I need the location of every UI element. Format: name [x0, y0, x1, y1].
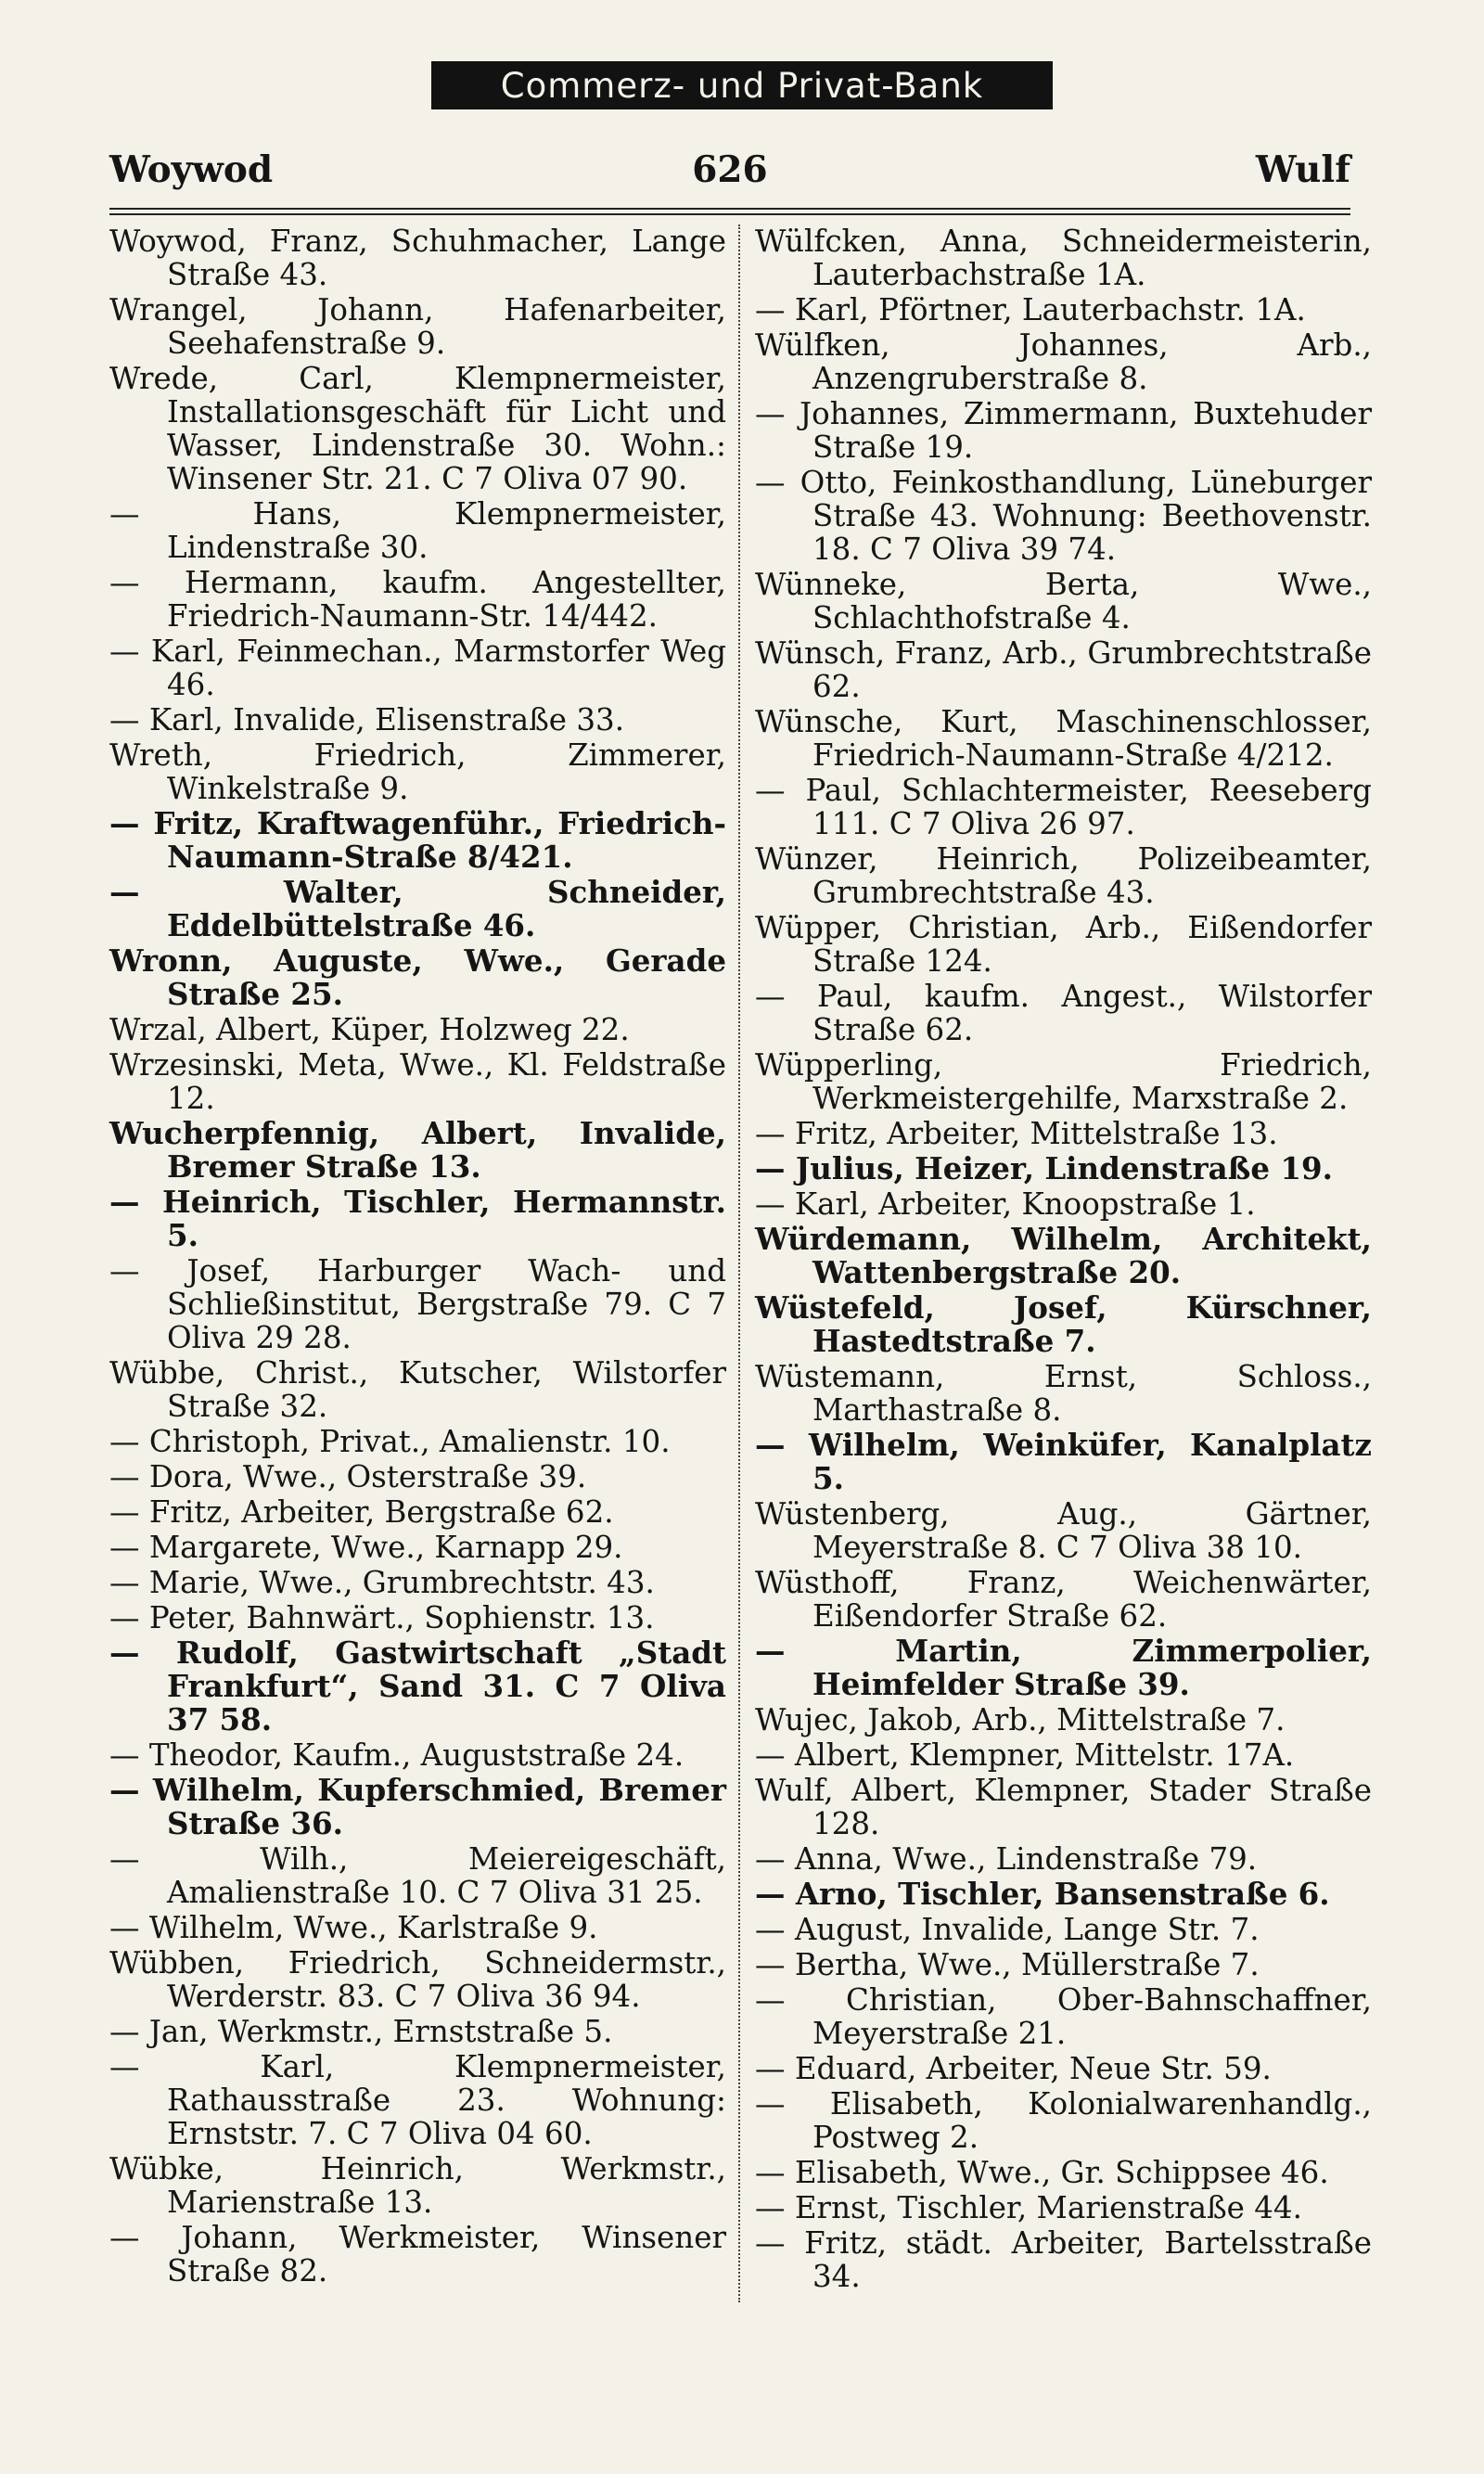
directory-entry: — Christoph, Privat., Amalienstr. 10. — [109, 1424, 671, 1459]
directory-entry: Wübben, Friedrich, Schneidermstr., Werderstr. 83. C 7 Oliva 36 94. — [109, 1945, 726, 2014]
directory-entry: — Dora, Wwe., Osterstraße 39. — [109, 1459, 587, 1494]
directory-entry: Wübbe, Christ., Kutscher, Wilstorfer Straße 32. — [109, 1355, 726, 1424]
page-number: 626 — [692, 148, 768, 191]
directory-entry: Wrede, Carl, Klempnermeister, Installationsgeschäft für Licht und Wasser, Lindenstraße 30. Wohn.: Winsener Str. 21. C 7 Oliva 07 90. — [109, 361, 726, 496]
directory-entry: Wüsthoff, Franz, Weichenwärter, Eißendorfer Straße 62. — [755, 1565, 1372, 1634]
directory-entry: — Paul, Schlachtermeister, Reeseberg 111. C 7 Oliva 26 97. — [755, 773, 1372, 841]
directory-entry: — Fritz, Arbeiter, Bergstraße 62. — [109, 1494, 614, 1530]
directory-entry: — Fritz, Arbeiter, Mittelstraße 13. — [755, 1116, 1278, 1151]
directory-entry: — Martin, Zimmerpolier, Heimfelder Straße 39. — [755, 1633, 1372, 1702]
bank-advertisement-banner: Commerz- und Privat-Bank — [431, 61, 1053, 109]
directory-entry: — Eduard, Arbeiter, Neue Str. 59. — [755, 2051, 1272, 2086]
directory-entry: Wünneke, Berta, Wwe., Schlachthofstraße 4. — [755, 567, 1372, 635]
directory-entry: Wünsch, Franz, Arb., Grumbrechtstraße 62. — [755, 635, 1372, 704]
directory-entry: — Elisabeth, Kolonialwarenhandlg., Postweg 2. — [755, 2086, 1372, 2155]
directory-column-right — [755, 224, 1372, 2295]
directory-entry: — Wilhelm, Weinküfer, Kanalplatz 5. — [755, 1427, 1372, 1496]
directory-entry: — Fritz, städt. Arbeiter, Bartelsstraße 34. — [755, 2225, 1372, 2294]
directory-entry: Woywod, Franz, Schuhmacher, Lange Straße 43. — [109, 224, 726, 292]
directory-entry: — Ernst, Tischler, Marienstraße 44. — [755, 2190, 1302, 2225]
header-last-entry: Wulf — [1255, 148, 1350, 191]
directory-entry: Wrangel, Johann, Hafenarbeiter, Seehafenstraße 9. — [109, 292, 726, 361]
directory-entry: — Karl, Klempnermeister, Rathausstraße 23. Wohnung: Ernststr. 7. C 7 Oliva 04 60. — [109, 2049, 726, 2151]
header-first-entry: Woywod — [109, 148, 274, 191]
directory-entry: — Otto, Feinkosthandlung, Lüneburger Straße 43. Wohnung: Beethovenstr. 18. C 7 Oliva 39 74. — [755, 465, 1372, 567]
directory-entry: Würdemann, Wilhelm, Architekt, Wattenbergstraße 20. — [755, 1221, 1372, 1290]
directory-entry: Wünsche, Kurt, Maschinenschlosser, Friedrich-Naumann-Straße 4/212. — [755, 704, 1372, 773]
directory-entry: Wronn, Auguste, Wwe., Gerade Straße 25. — [109, 942, 726, 1012]
header-rule-top — [109, 208, 1350, 210]
directory-entry: Wüstefeld, Josef, Kürschner, Hastedtstraße 7. — [755, 1289, 1372, 1359]
directory-entry: Wulf, Albert, Klempner, Stader Straße 128. — [755, 1773, 1372, 1841]
directory-entry: — Bertha, Wwe., Müllerstraße 7. — [755, 1947, 1260, 1982]
directory-entry: — Fritz, Kraftwagenführ., Friedrich-Naumann-Straße 8/421. — [109, 805, 726, 875]
directory-entry: Wrzal, Albert, Küper, Holzweg 22. — [109, 1012, 630, 1047]
directory-entry: Wujec, Jakob, Arb., Mittelstraße 7. — [755, 1702, 1286, 1737]
directory-entry: — Karl, Invalide, Elisenstraße 33. — [109, 702, 625, 737]
directory-entry: Wülfcken, Anna, Schneidermeisterin, Lauterbachstraße 1A. — [755, 224, 1372, 292]
directory-entry: — Margarete, Wwe., Karnapp 29. — [109, 1530, 623, 1565]
page-header — [109, 148, 1350, 195]
directory-entry: Wülfken, Johannes, Arb., Anzengruberstraße 8. — [755, 327, 1372, 396]
directory-entry: — Theodor, Kaufm., Auguststraße 24. — [109, 1737, 684, 1773]
directory-entry: — Karl, Arbeiter, Knoopstraße 1. — [755, 1186, 1256, 1222]
directory-entry: Wucherpfennig, Albert, Invalide, Bremer Straße 13. — [109, 1115, 726, 1185]
directory-entry: — Wilhelm, Kupferschmied, Bremer Straße 36. — [109, 1772, 726, 1841]
directory-entry: Wrzesinski, Meta, Wwe., Kl. Feldstraße 12. — [109, 1047, 726, 1116]
directory-entry: — Jan, Werkmstr., Ernststraße 5. — [109, 2014, 613, 2049]
directory-entry: — Peter, Bahnwärt., Sophienstr. 13. — [109, 1600, 655, 1635]
directory-entry: Wüstemann, Ernst, Schloss., Marthastraße 8. — [755, 1359, 1372, 1428]
directory-entry: — Wilhelm, Wwe., Karlstraße 9. — [109, 1910, 598, 1945]
directory-entry: — Karl, Pförtner, Lauterbachstr. 1A. — [755, 292, 1306, 327]
directory-entry: — Johann, Werkmeister, Winsener Straße 82. — [109, 2220, 726, 2288]
directory-entry: — Julius, Heizer, Lindenstraße 19. — [755, 1150, 1333, 1186]
directory-entry: Wreth, Friedrich, Zimmerer, Winkelstraße 9. — [109, 737, 726, 806]
directory-entry: — Anna, Wwe., Lindenstraße 79. — [755, 1841, 1258, 1877]
directory-entry: — Arno, Tischler, Bansenstraße 6. — [755, 1876, 1330, 1912]
directory-entry: Wüpperling, Friedrich, Werkmeistergehilfe, Marxstraße 2. — [755, 1047, 1372, 1116]
directory-entry: — Elisabeth, Wwe., Gr. Schippsee 46. — [755, 2155, 1329, 2190]
directory-entry: — Christian, Ober-Bahnschaffner, Meyerstraße 21. — [755, 1982, 1372, 2051]
directory-entry: — Marie, Wwe., Grumbrechtstr. 43. — [109, 1565, 655, 1600]
directory-entry: — August, Invalide, Lange Str. 7. — [755, 1912, 1260, 1947]
directory-entry: Wünzer, Heinrich, Polizeibeamter, Grumbrechtstraße 43. — [755, 841, 1372, 910]
directory-entry: — Walter, Schneider, Eddelbüttelstraße 46. — [109, 874, 726, 943]
header-rule-bottom — [109, 213, 1350, 215]
directory-entry: — Hermann, kaufm. Angestellter, Friedrich-Naumann-Str. 14/442. — [109, 565, 726, 634]
directory-entry: — Hans, Klempnermeister, Lindenstraße 30. — [109, 496, 726, 565]
column-divider — [738, 224, 740, 2302]
directory-entry: — Karl, Feinmechan., Marmstorfer Weg 46. — [109, 634, 726, 702]
directory-entry: — Rudolf, Gastwirtschaft „Stadt Frankfurt“, Sand 31. C 7 Oliva 37 58. — [109, 1634, 726, 1737]
directory-entry: — Josef, Harburger Wach- und Schließinstitut, Bergstraße 79. C 7 Oliva 29 28. — [109, 1253, 726, 1355]
directory-entry: Wüstenberg, Aug., Gärtner, Meyerstraße 8. C 7 Oliva 38 10. — [755, 1496, 1372, 1565]
directory-entry: — Paul, kaufm. Angest., Wilstorfer Straße 62. — [755, 979, 1372, 1047]
directory-entry: Wüpper, Christian, Arb., Eißendorfer Straße 124. — [755, 910, 1372, 979]
directory-entry: — Albert, Klempner, Mittelstr. 17A. — [755, 1737, 1295, 1773]
directory-entry: — Heinrich, Tischler, Hermannstr. 5. — [109, 1184, 726, 1253]
directory-entry: — Johannes, Zimmermann, Buxtehuder Straße 19. — [755, 396, 1372, 465]
directory-entry: — Wilh., Meiereigeschäft, Amalienstraße 10. C 7 Oliva 31 25. — [109, 1841, 726, 1910]
directory-entry: Wübke, Heinrich, Werkmstr., Marienstraße 13. — [109, 2151, 726, 2220]
directory-column-left — [109, 224, 726, 2289]
